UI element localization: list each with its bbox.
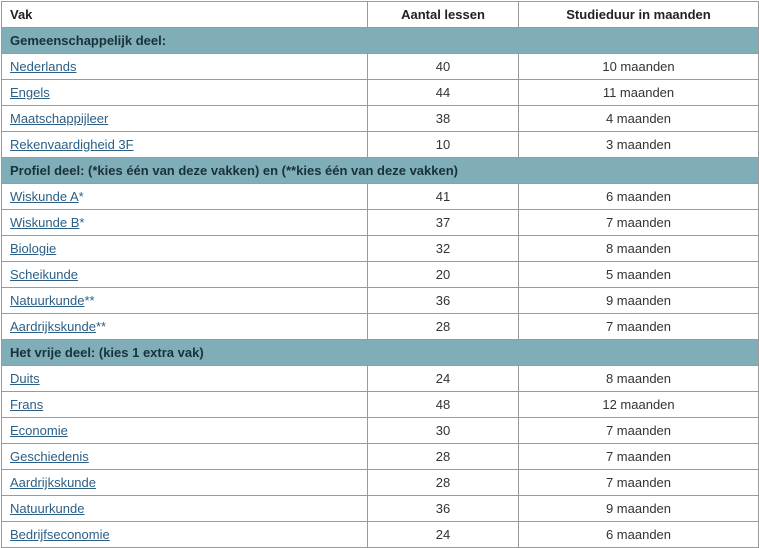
subject-link[interactable]: Biologie (10, 241, 57, 256)
subject-link[interactable]: Maatschappijleer (10, 111, 109, 126)
cell-studieduur: 9 maanden (519, 496, 759, 522)
cell-aantal-lessen: 36 (368, 496, 519, 522)
column-header-aantal-lessen: Aantal lessen (368, 2, 519, 28)
cell-vak (2, 80, 368, 106)
cell-aantal-lessen: 40 (368, 54, 519, 80)
subject-link[interactable]: Scheikunde (10, 267, 78, 282)
cell-studieduur: 12 maanden (519, 392, 759, 418)
table-row (2, 418, 759, 444)
table-row (2, 54, 759, 80)
subject-link[interactable]: Natuurkunde (10, 293, 85, 308)
cell-vak (2, 106, 368, 132)
cell-studieduur: 6 maanden (519, 522, 759, 548)
cell-vak (2, 444, 368, 470)
subject-link[interactable]: Aardrijkskunde (10, 475, 96, 490)
table-row (2, 366, 759, 392)
cell-studieduur: 6 maanden (519, 184, 759, 210)
section-title: Profiel deel: (*kies één van deze vakken) en (**kies één van deze vakken) (2, 158, 759, 184)
table-row (2, 262, 759, 288)
table-header-row (2, 2, 759, 28)
table-row (2, 184, 759, 210)
table-row (2, 80, 759, 106)
cell-studieduur: 4 maanden (519, 106, 759, 132)
subject-link[interactable]: Nederlands (10, 59, 77, 74)
cell-aantal-lessen: 24 (368, 522, 519, 548)
subject-link[interactable]: Duits (10, 371, 40, 386)
cell-studieduur: 7 maanden (519, 314, 759, 340)
subject-link[interactable]: Geschiedenis (10, 449, 89, 464)
cell-studieduur: 8 maanden (519, 236, 759, 262)
section-title: Het vrije deel: (kies 1 extra vak) (2, 340, 759, 366)
cell-vak (2, 496, 368, 522)
cell-studieduur: 7 maanden (519, 444, 759, 470)
cell-vak (2, 470, 368, 496)
cell-vak (2, 314, 368, 340)
subject-footnote-marker: ** (84, 293, 95, 308)
cell-aantal-lessen: 41 (368, 184, 519, 210)
cell-vak (2, 366, 368, 392)
cell-aantal-lessen: 44 (368, 80, 519, 106)
cell-studieduur: 5 maanden (519, 262, 759, 288)
cell-vak (2, 288, 368, 314)
cell-aantal-lessen: 32 (368, 236, 519, 262)
table-row (2, 236, 759, 262)
table-row (2, 314, 759, 340)
subject-link[interactable]: Bedrijfseconomie (10, 527, 110, 542)
cell-vak (2, 132, 368, 158)
table-row (2, 210, 759, 236)
table-header (2, 2, 759, 28)
cell-vak (2, 184, 368, 210)
cell-aantal-lessen: 28 (368, 444, 519, 470)
section-title: Gemeenschappelijk deel: (2, 28, 759, 54)
table-row (2, 522, 759, 548)
cell-vak (2, 522, 368, 548)
cell-vak (2, 54, 368, 80)
cell-vak (2, 210, 368, 236)
cell-studieduur: 8 maanden (519, 366, 759, 392)
cell-vak (2, 262, 368, 288)
subjects-table (1, 1, 759, 548)
table-row (2, 392, 759, 418)
section-row (2, 340, 759, 366)
table-row (2, 106, 759, 132)
cell-aantal-lessen: 28 (368, 314, 519, 340)
subject-link[interactable]: Rekenvaardigheid 3F (10, 137, 134, 152)
cell-studieduur: 3 maanden (519, 132, 759, 158)
cell-aantal-lessen: 28 (368, 470, 519, 496)
cell-studieduur: 10 maanden (519, 54, 759, 80)
section-row (2, 158, 759, 184)
subject-link[interactable]: Natuurkunde (10, 501, 85, 516)
column-header-studieduur: Studieduur in maanden (519, 2, 759, 28)
table-row (2, 132, 759, 158)
table-row (2, 470, 759, 496)
cell-studieduur: 7 maanden (519, 418, 759, 444)
table-body (2, 28, 759, 548)
subjects-table-container (0, 1, 759, 548)
cell-aantal-lessen: 30 (368, 418, 519, 444)
subject-link[interactable]: Engels (10, 85, 50, 100)
subject-link[interactable]: Frans (10, 397, 44, 412)
cell-aantal-lessen: 24 (368, 366, 519, 392)
cell-aantal-lessen: 38 (368, 106, 519, 132)
cell-vak (2, 392, 368, 418)
cell-studieduur: 11 maanden (519, 80, 759, 106)
table-row (2, 444, 759, 470)
cell-studieduur: 7 maanden (519, 210, 759, 236)
subject-link[interactable]: Economie (10, 423, 68, 438)
cell-vak (2, 236, 368, 262)
table-row (2, 496, 759, 522)
subject-link[interactable]: Wiskunde A (10, 189, 79, 204)
subject-link[interactable]: Wiskunde B (10, 215, 80, 230)
cell-aantal-lessen: 36 (368, 288, 519, 314)
subject-footnote-marker: * (79, 215, 85, 230)
cell-studieduur: 7 maanden (519, 470, 759, 496)
table-row (2, 288, 759, 314)
cell-vak (2, 418, 368, 444)
cell-aantal-lessen: 20 (368, 262, 519, 288)
cell-aantal-lessen: 37 (368, 210, 519, 236)
section-row (2, 28, 759, 54)
subject-link[interactable]: Aardrijkskunde (10, 319, 96, 334)
subject-footnote-marker: ** (96, 319, 107, 334)
subject-footnote-marker: * (78, 189, 84, 204)
column-header-vak: Vak (2, 2, 368, 28)
cell-aantal-lessen: 10 (368, 132, 519, 158)
cell-studieduur: 9 maanden (519, 288, 759, 314)
cell-aantal-lessen: 48 (368, 392, 519, 418)
